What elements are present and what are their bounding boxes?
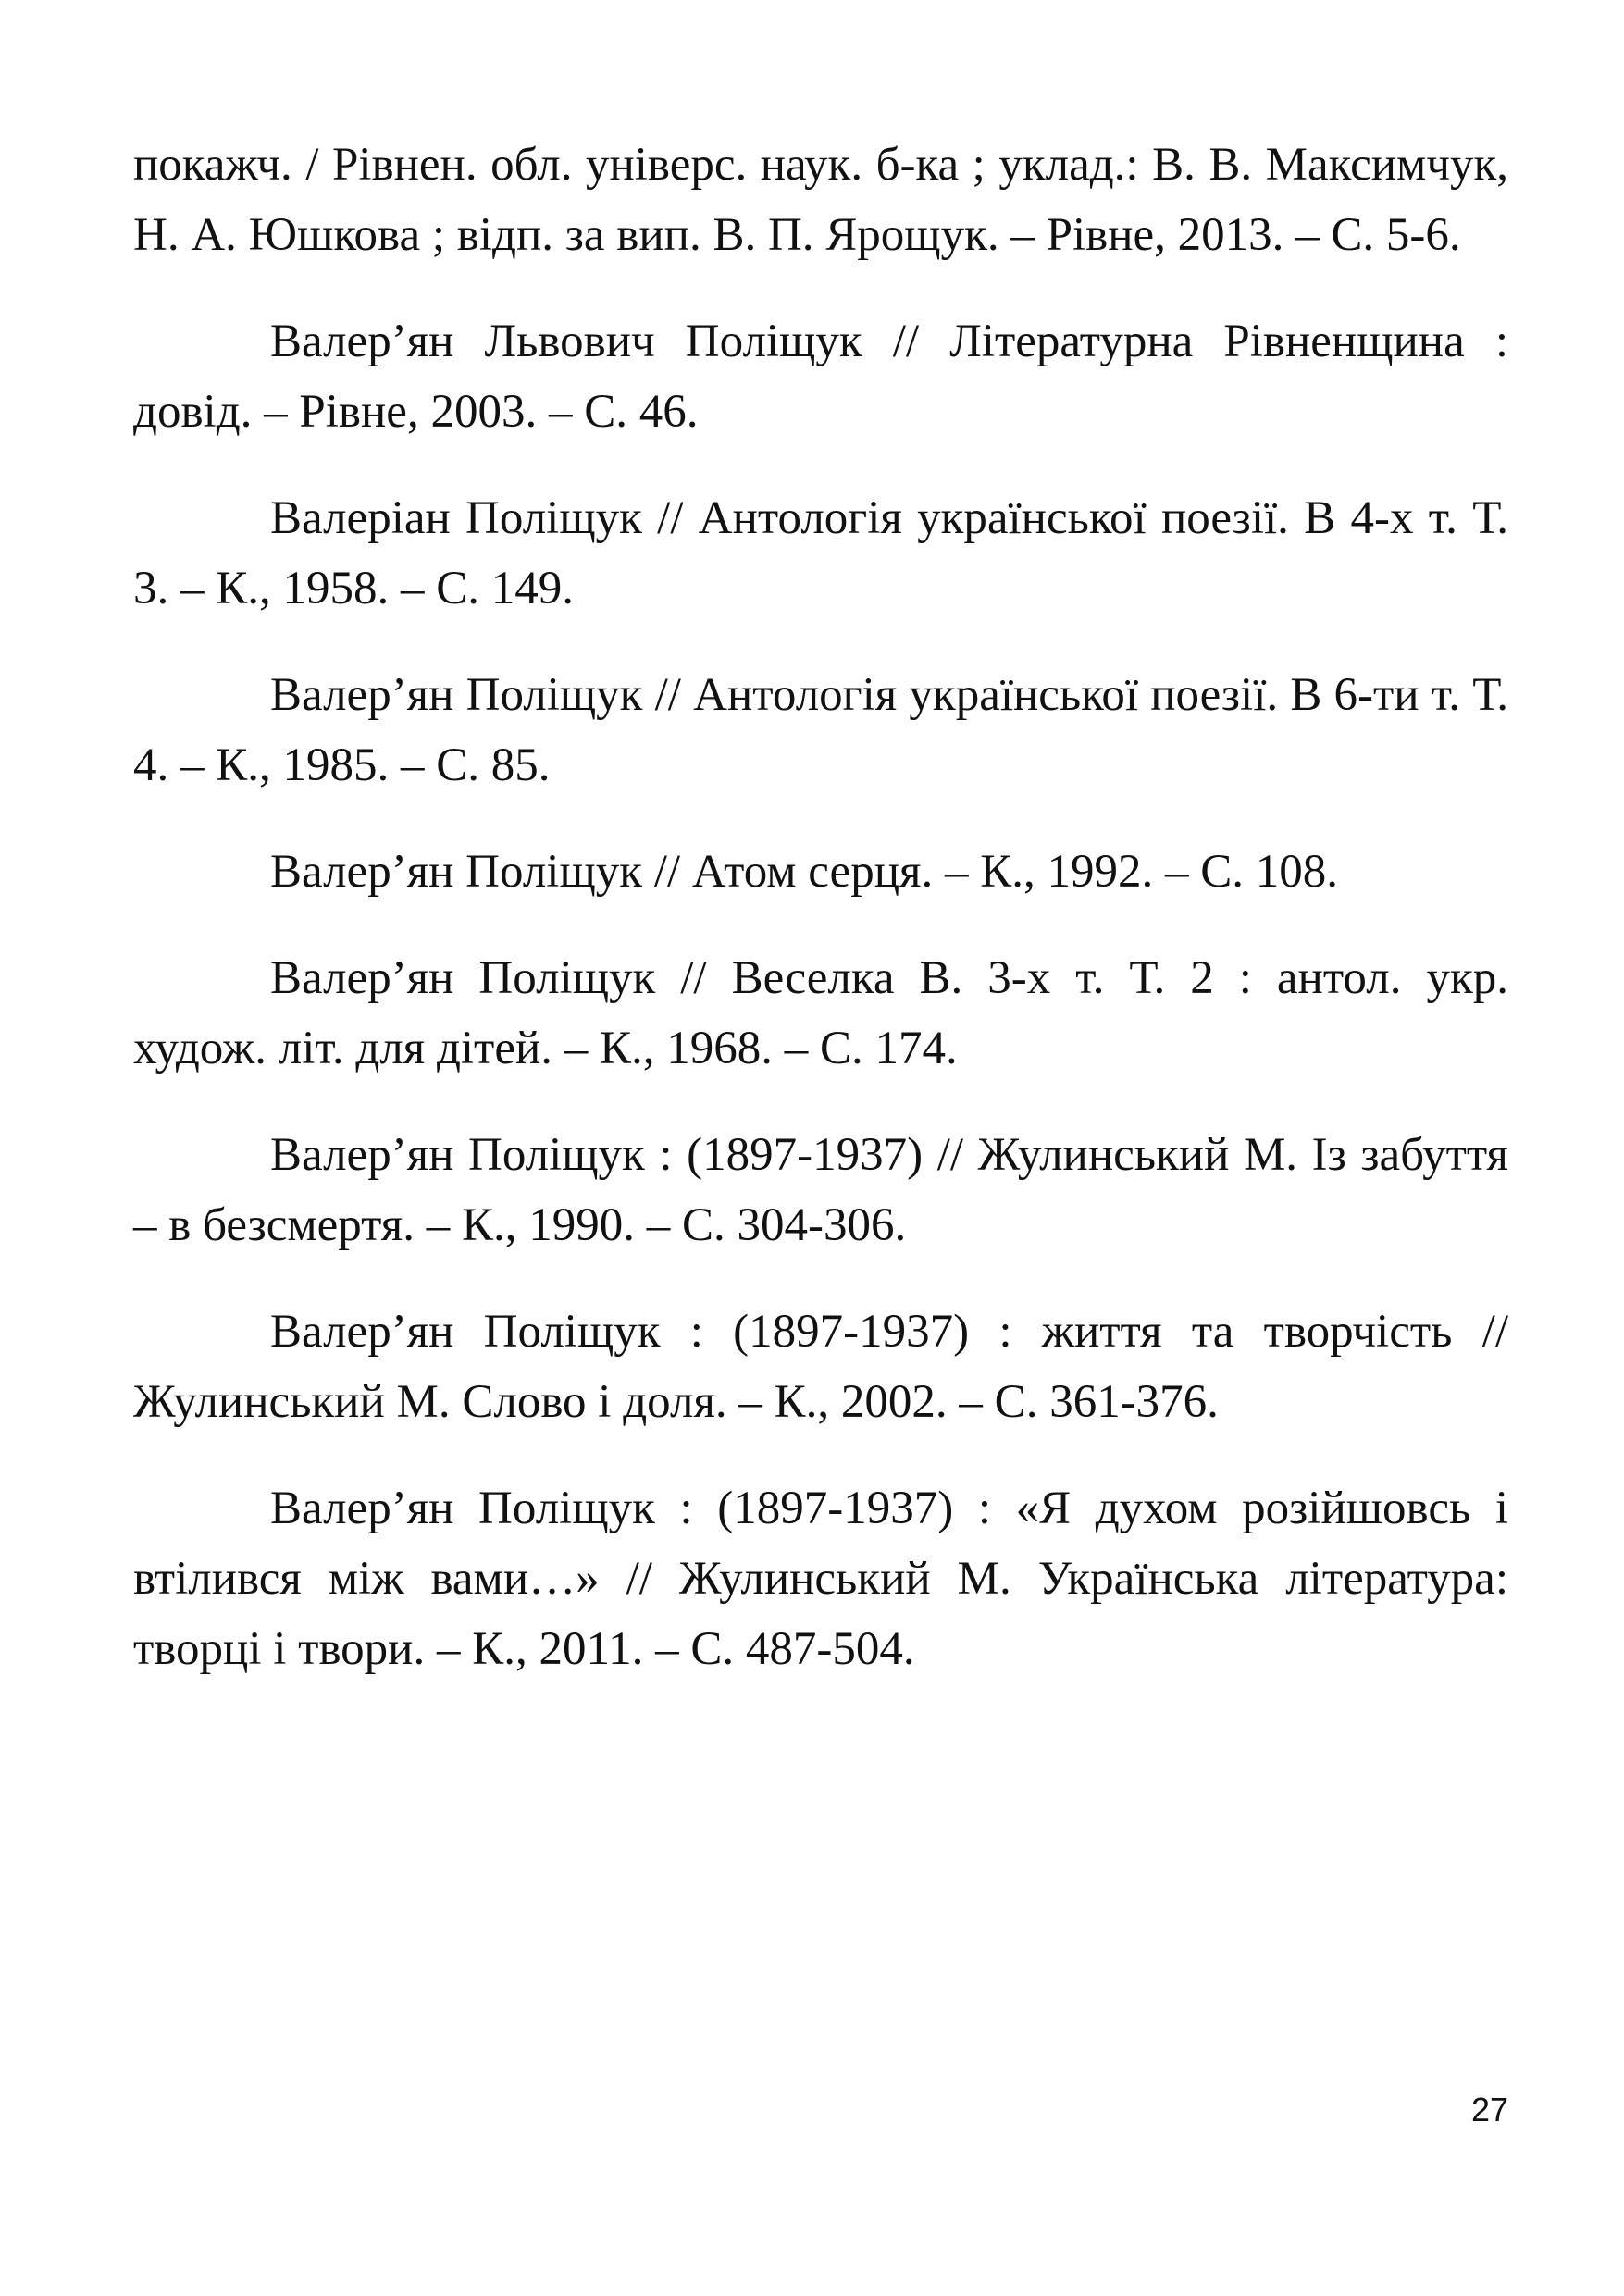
bibliography-entry-continued: покажч. / Рівнен. обл. універс. наук. б-ка ; уклад.: В. В. Максимчук, Н. А. Юшкова ; відп. за вип. В. П. Ярощук. – Рівне, 2013. – С. 5-6. [133, 139, 1508, 261]
bibliography-entry: Валер’ян Львович Поліщук // Літературна Рівненщина : довід. – Рівне, 2003. – С. 46. [133, 316, 1508, 438]
bibliography-entry: Валер’ян Поліщук : (1897-1937) // Жулинський М. Із забуття – в безсмертя. – К., 1990. – С. 304-306. [133, 1129, 1508, 1251]
bibliography-entry: Валер’ян Поліщук // Атом серця. – К., 1992. – С. 108. [270, 846, 1338, 898]
bibliography-entry: Валер’ян Поліщук // Антологія української поезії. В 6-ти т. Т. 4. – К., 1985. – С. 85. [133, 669, 1508, 791]
bibliography-entry: Валер’ян Поліщук : (1897-1937) : «Я духом розійшовсь і втілився між вами…» // Жулинський М. Українська література: творці і твори. – К., 2011. – С. 487-504. [133, 1483, 1508, 1675]
page-number: 27 [1470, 2091, 1508, 2128]
bibliography-entry: Валеріан Поліщук // Антологія української поезії. В 4-х т. Т. 3. – К., 1958. – С. 149. [133, 492, 1508, 614]
bibliography-entry: Валер’ян Поліщук : (1897-1937) : життя та творчість // Жулинський М. Слово і доля. – К., 2002. – С. 361-376. [133, 1306, 1508, 1428]
bibliography-page [133, 130, 1508, 1720]
bibliography-entry: Валер’ян Поліщук // Веселка В. 3-х т. Т. 2 : антол. укр. худож. літ. для дітей. – К., 1968. – С. 174. [133, 952, 1508, 1074]
